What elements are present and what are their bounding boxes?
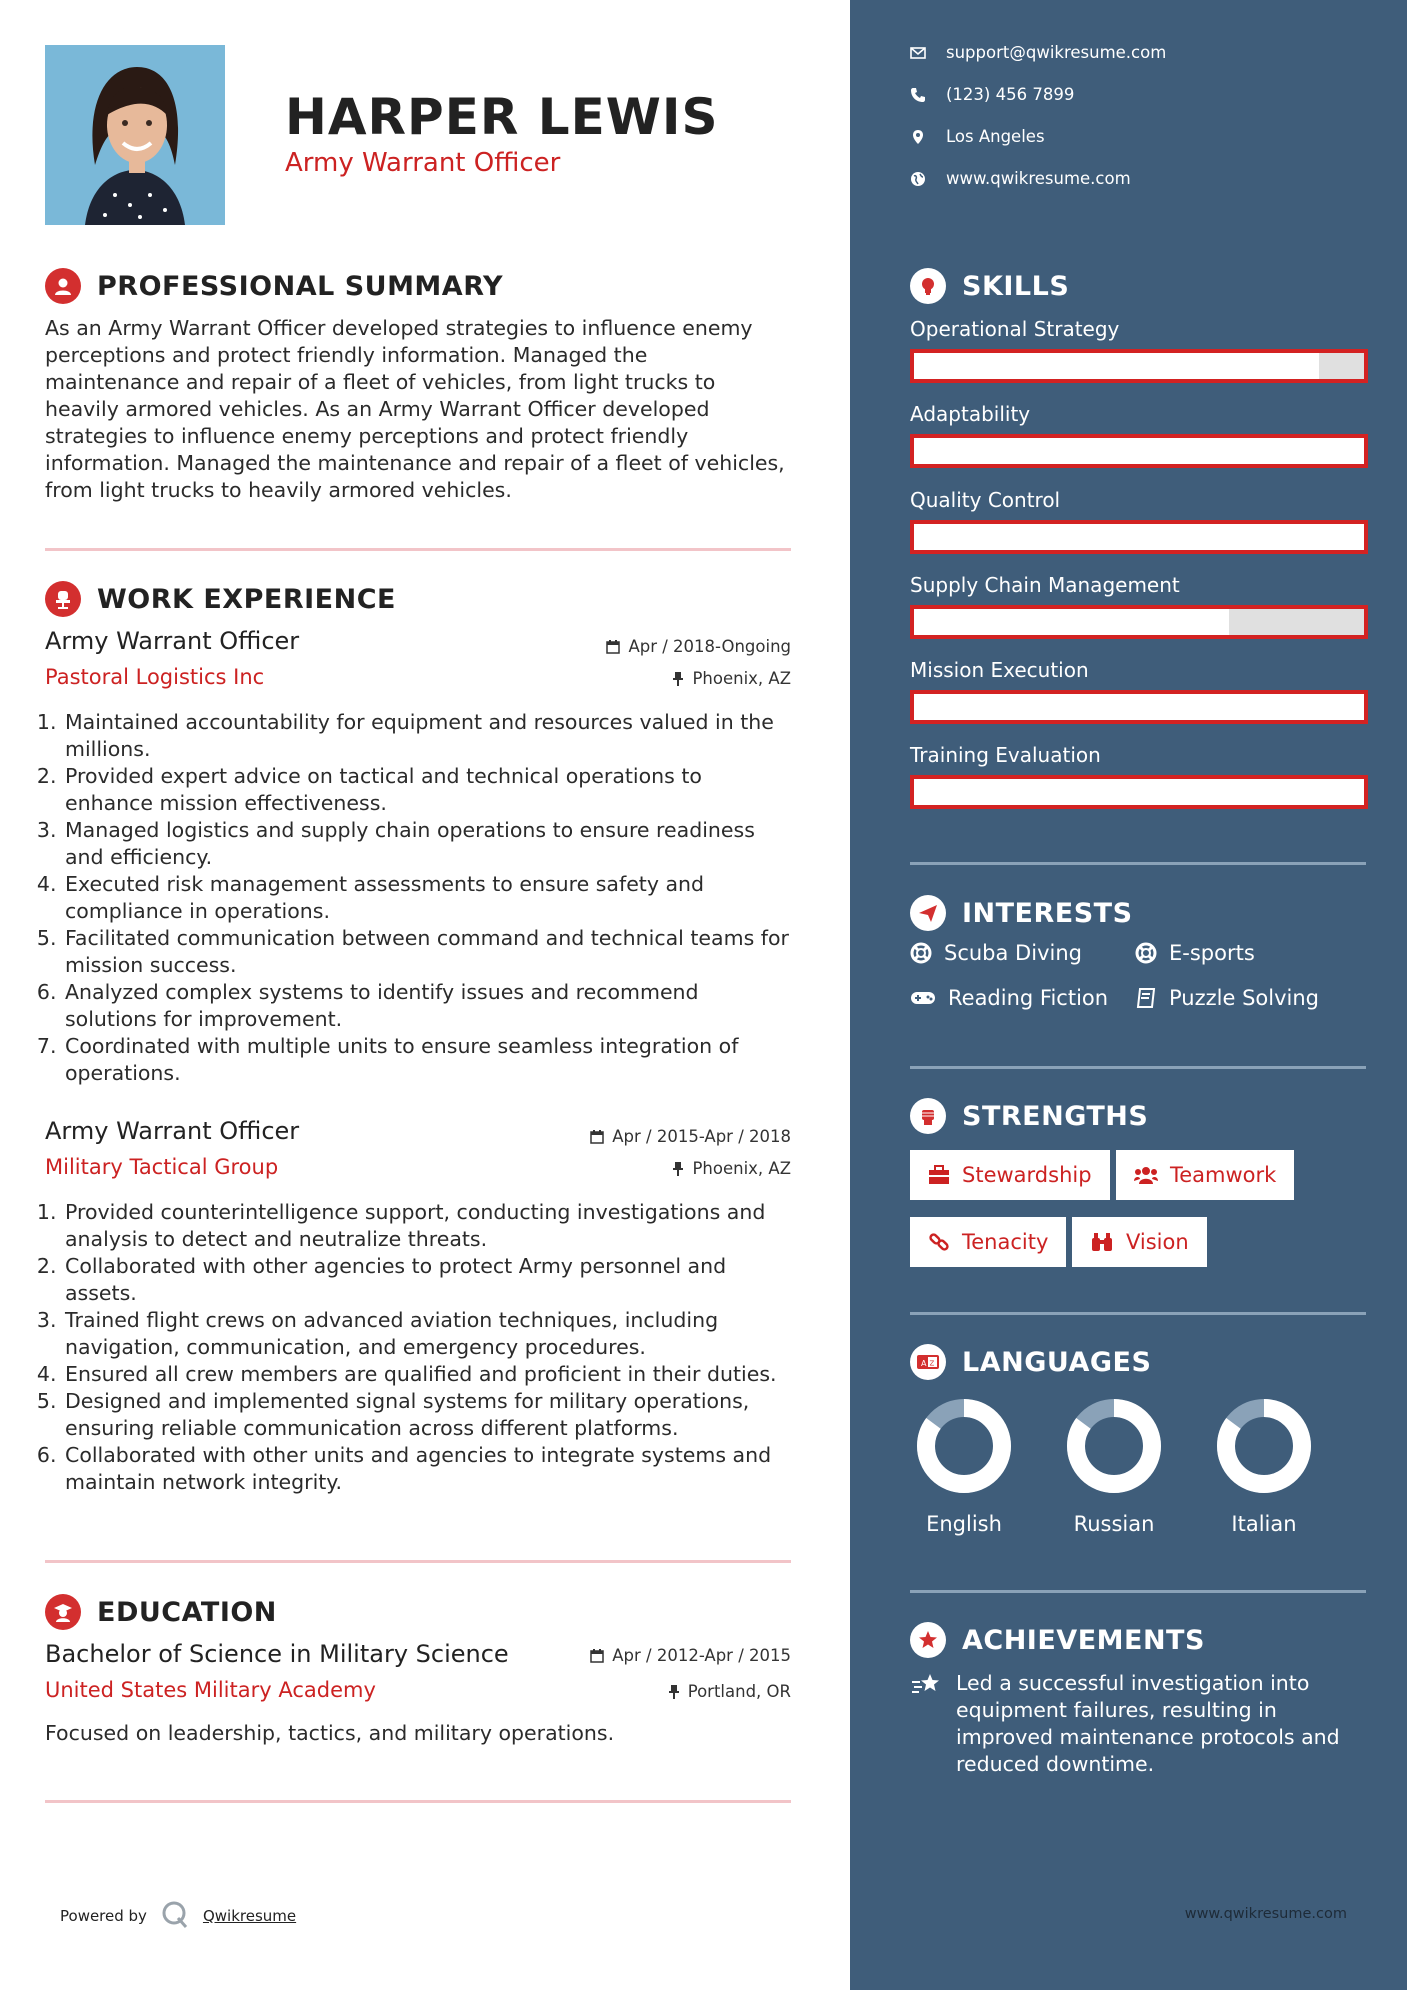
graduate-icon: [45, 1594, 81, 1630]
skills-header: [910, 268, 1069, 304]
strengths-heading: STRENGTHS: [962, 1100, 1149, 1132]
skill-label: Operational Strategy: [910, 317, 1120, 341]
skill-bar: [910, 775, 1368, 809]
list-item: 5. Facilitated communication between command and technical teams for mission success.: [63, 925, 791, 979]
life-ring-icon: [910, 942, 932, 964]
skill-item: [910, 743, 1368, 809]
degree: Bachelor of Science in Military Science: [45, 1640, 509, 1668]
interest-label: Scuba Diving: [944, 941, 1082, 965]
language-ring: [1064, 1396, 1164, 1496]
section-divider: [45, 548, 791, 551]
job-dates: Apr / 2018-Ongoing: [628, 637, 791, 656]
job-bullets: [45, 1199, 791, 1496]
skills-heading: SKILLS: [962, 270, 1070, 302]
fist-icon: [910, 1098, 946, 1134]
interests-header: [910, 895, 1133, 931]
contact-website: [910, 169, 1131, 188]
language-label: Italian: [1231, 1512, 1297, 1536]
list-item: 1. Maintained accountability for equipment and resources valued in the millions.: [63, 709, 791, 763]
skill-fill: [914, 524, 1364, 550]
contact-location: [910, 127, 1045, 146]
job-title: Army Warrant Officer: [45, 627, 300, 655]
list-item: 4. Ensured all crew members are qualified and proficient in their duties.: [63, 1361, 791, 1388]
achievements-header: [910, 1622, 1205, 1658]
section-divider: [910, 1066, 1366, 1069]
link-icon: [928, 1231, 950, 1253]
pin-icon: [672, 1162, 684, 1176]
education-header: [45, 1594, 277, 1630]
job-meta: [606, 631, 791, 695]
users-icon: [1134, 1165, 1158, 1185]
language-ring: [1214, 1396, 1314, 1496]
achievement-item: [910, 1670, 1361, 1778]
education-entry: [45, 1640, 791, 1747]
language-item: [914, 1396, 1014, 1536]
job-company: Pastoral Logistics Inc: [45, 665, 265, 689]
website-text[interactable]: www.qwikresume.com: [946, 169, 1131, 188]
email-text[interactable]: support@qwikresume.com: [946, 43, 1167, 62]
phone-text: (123) 456 7899: [946, 85, 1075, 104]
book-icon: [1135, 987, 1157, 1009]
powered-by-label: Powered by: [60, 1907, 147, 1925]
skill-item: [910, 658, 1368, 724]
candidate-title: Army Warrant Officer: [285, 148, 561, 178]
education-heading: EDUCATION: [97, 1596, 277, 1628]
language-label: Russian: [1073, 1512, 1155, 1536]
job-bullets: [45, 709, 791, 1087]
strength-label: Teamwork: [1170, 1163, 1277, 1187]
calendar-icon: [606, 640, 620, 654]
skill-fill: [914, 438, 1364, 464]
skill-label: Supply Chain Management: [910, 573, 1180, 597]
school: United States Military Academy: [45, 1678, 376, 1702]
experience-header: [45, 581, 396, 617]
skill-label: Quality Control: [910, 488, 1061, 512]
summary-heading: PROFESSIONAL SUMMARY: [97, 270, 504, 302]
svg-text:Z: Z: [929, 1359, 935, 1368]
strength-badge: [1072, 1217, 1207, 1267]
education-description: Focused on leadership, tactics, and military operations.: [45, 1721, 615, 1745]
skill-label: Mission Execution: [910, 658, 1089, 682]
skill-bar: [910, 349, 1368, 383]
list-item: 2. Collaborated with other agencies to protect Army personnel and assets.: [63, 1253, 791, 1307]
interest-item: [1135, 941, 1255, 965]
list-item: 6. Collaborated with other units and agencies to integrate systems and maintain network integrity.: [63, 1442, 791, 1496]
job-dates: Apr / 2015-Apr / 2018: [612, 1127, 791, 1146]
list-item: 1. Provided counterintelligence support, conducting investigations and analysis to detect and neutralize threats.: [63, 1199, 791, 1253]
education-dates: Apr / 2012-Apr / 2015: [612, 1646, 791, 1665]
skill-fill: [914, 609, 1229, 635]
life-ring-icon: [1135, 942, 1157, 964]
skill-bar: [910, 605, 1368, 639]
job-title: Army Warrant Officer: [45, 1117, 300, 1145]
envelope-icon: [910, 46, 926, 60]
phone-icon: [910, 87, 926, 103]
interest-label: Puzzle Solving: [1169, 986, 1319, 1010]
shooting-star-icon: [910, 1670, 942, 1698]
strength-label: Tenacity: [962, 1230, 1049, 1254]
strength-label: Vision: [1126, 1230, 1189, 1254]
skill-fill: [914, 694, 1364, 720]
lightbulb-icon: [910, 268, 946, 304]
language-ring: [914, 1396, 1014, 1496]
pin-icon: [672, 672, 684, 686]
section-divider: [45, 1560, 791, 1563]
skill-item: [910, 488, 1368, 554]
pin-icon: [668, 1685, 680, 1699]
footer-powered-by: [60, 1900, 296, 1932]
skill-bar: [910, 434, 1368, 468]
skill-label: Training Evaluation: [910, 743, 1101, 767]
strength-badge: [1116, 1150, 1294, 1200]
star-badge-icon: [910, 1622, 946, 1658]
languages-heading: LANGUAGES: [962, 1346, 1152, 1378]
interest-item: [1135, 986, 1319, 1010]
skill-item: [910, 317, 1368, 383]
location-text: Los Angeles: [946, 127, 1045, 146]
skill-fill: [914, 353, 1319, 379]
sidebar: [850, 0, 1407, 1990]
language-item: [1064, 1396, 1164, 1536]
education-meta: [590, 1640, 791, 1708]
education-location: Portland, OR: [687, 1682, 791, 1701]
contact-email: [910, 43, 1166, 62]
list-item: 3. Managed logistics and supply chain operations to ensure readiness and efficiency.: [63, 817, 791, 871]
translate-icon: [910, 1344, 946, 1380]
language-label: English: [926, 1512, 1002, 1536]
skill-item: [910, 402, 1368, 468]
list-item: 3. Trained flight crews on advanced aviation techniques, including navigation, communication, and emergency procedures.: [63, 1307, 791, 1361]
qwikresume-logo-icon: [161, 1900, 189, 1932]
job-entry: [45, 627, 791, 1087]
achievement-text: Led a successful investigation into equipment failures, resulting in improved maintenance protocols and reduced downtime.: [956, 1671, 1340, 1776]
achievements-heading: ACHIEVEMENTS: [962, 1624, 1205, 1656]
summary-header: [45, 268, 503, 304]
section-divider: [45, 1800, 791, 1803]
binoculars-icon: [1090, 1232, 1114, 1252]
strength-badge: [910, 1150, 1110, 1200]
user-icon: [45, 268, 81, 304]
strength-label: Stewardship: [962, 1163, 1092, 1187]
interest-label: Reading Fiction: [948, 986, 1109, 1010]
calendar-icon: [590, 1649, 604, 1663]
job-entry: [45, 1117, 791, 1496]
job-location: Phoenix, AZ: [692, 669, 791, 688]
svg-text:A: A: [921, 1359, 927, 1368]
map-marker-icon: [910, 129, 926, 145]
interest-item: [910, 941, 1082, 965]
list-item: 5. Designed and implemented signal systems for military operations, ensuring reliable communication across different platforms.: [63, 1388, 791, 1442]
list-item: 4. Executed risk management assessments to ensure safety and compliance in operations.: [63, 871, 791, 925]
contact-phone: [910, 85, 1074, 104]
strengths-header: [910, 1098, 1148, 1134]
summary-text: As an Army Warrant Officer developed strategies to influence enemy perceptions and protect friendly information. Managed the maintenance and repair of a fleet of vehicles, from light trucks to heavily armored vehicles. As an Army Warrant Officer developed strategies to influence enemy perceptions and protect friendly information. Managed the maintenance and repair of a fleet of vehicles, from light trucks to heavily armored vehicles.: [45, 316, 785, 502]
briefcase-icon: [928, 1165, 950, 1185]
list-item: 2. Provided expert advice on tactical and technical operations to enhance mission effectiveness.: [63, 763, 791, 817]
job-location: Phoenix, AZ: [692, 1159, 791, 1178]
briefcase-chair-icon: [45, 581, 81, 617]
languages-header: [910, 1344, 1151, 1380]
skill-item: [910, 573, 1368, 639]
interest-label: E-sports: [1169, 941, 1255, 965]
qwikresume-link[interactable]: Qwikresume: [202, 1907, 297, 1925]
interest-item: [910, 986, 1108, 1010]
job-meta: [590, 1121, 791, 1185]
strength-badge: [910, 1217, 1066, 1267]
experience-heading: WORK EXPERIENCE: [97, 583, 396, 615]
interests-heading: INTERESTS: [962, 897, 1133, 929]
list-item: 6. Analyzed complex systems to identify issues and recommend solutions for improvement.: [63, 979, 791, 1033]
gamepad-icon: [910, 989, 936, 1007]
candidate-name: HARPER LEWIS: [285, 88, 719, 146]
profile-photo: [45, 45, 225, 225]
skill-fill: [914, 779, 1364, 805]
calendar-icon: [590, 1130, 604, 1144]
skill-label: Adaptability: [910, 402, 1031, 426]
language-item: [1214, 1396, 1314, 1536]
skill-bar: [910, 690, 1368, 724]
skill-bar: [910, 520, 1368, 554]
paper-plane-icon: [910, 895, 946, 931]
section-divider: [910, 862, 1366, 865]
footer-website[interactable]: www.qwikresume.com: [1184, 1906, 1347, 1922]
section-divider: [910, 1312, 1366, 1315]
globe-icon: [910, 171, 926, 187]
list-item: 7. Coordinated with multiple units to ensure seamless integration of operations.: [63, 1033, 791, 1087]
section-divider: [910, 1590, 1366, 1593]
job-company: Military Tactical Group: [45, 1155, 279, 1179]
